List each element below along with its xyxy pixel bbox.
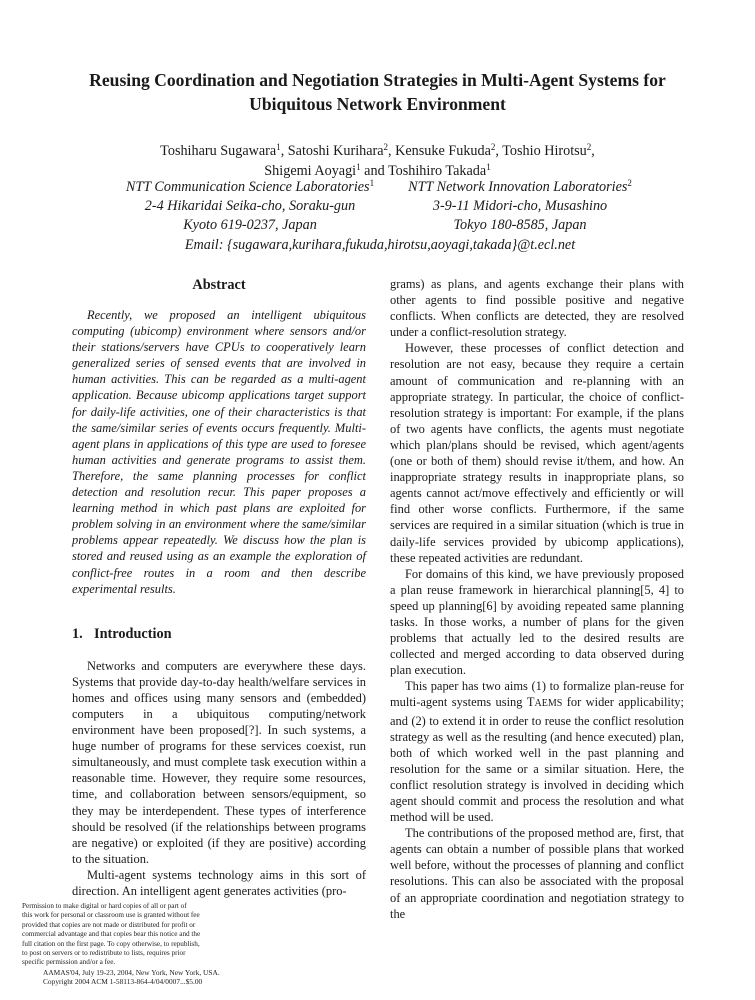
separator: and [360,162,388,179]
permission-line: commercial advantage and that copies bear this notice and the [22,930,201,939]
affiliation-address-2 [110,216,650,235]
aims-text: This paper has two aims (1) to formalize plan-reuse for multi-agent systems using [390,679,684,710]
affiliation-right-address1: 3-9-11 Midori-cho, Musashino [432,198,608,215]
section-heading-introduction [72,625,366,643]
affiliation-left-address2: Kyoto 619-0237, Japan [183,217,317,234]
permission-line: full citation on the first page. To copy otherwise, to republish, [22,939,200,948]
separator: , [495,143,503,159]
abstract-heading: Abstract [192,277,246,293]
intro-paragraph-2: Multi-agent systems technology aims in this sort of direction. An intelligent agent generates activities (pro- [72,867,366,898]
affiliation-left-address1: 2-4 Hikaridai Seika-cho, Soraku-gun [144,198,356,215]
affiliations [110,178,650,255]
permission-line: specific permission and/or a fee. [22,958,116,967]
body-paragraph-contributions: The contributions of the proposed method are, first, that agents can obtain a number of possible plans that worked well before, without the processes of planning and conflict resolutions. This can also be associated with the proposal of an appropriate coordination and negotiation strategy to the [390,826,684,921]
affiliation-mark: 2 [383,142,389,152]
section-title: Introduction [94,625,172,642]
permission-line: Permission to make digital or hard copies of all or part of [22,902,187,910]
right-column [390,276,684,922]
affiliation-address-1 [110,197,650,216]
taems-term: TAEMS [526,695,563,710]
title-line-1: Reusing Coordination and Negotiation Strategies in Multi-Agent Systems for [89,70,666,90]
affiliation-mark: 2 [627,178,632,188]
separator: , [280,143,288,159]
author: Satoshi Kurihara [287,143,384,159]
affiliation-mark: 1 [276,142,281,152]
permission-line: this work for personal or classroom use is granted without fee [22,911,200,920]
separator: , [388,143,396,159]
conference-line: AAMAS'04, July 19-23, 2004, New York, New York, USA. [43,967,220,977]
permission-line: to post on servers or to redistribute to lists, requires prior [22,949,186,958]
section-number: 1. [72,625,83,642]
author: Toshiharu Sugawara [160,143,277,159]
author: Shigemi Aoyagi [264,162,357,179]
aims-text-cont: for wider applicability; and (2) to extend it in order to reuse the conflict resolution strategy as well as the resulting (and hence executed) plan, both of which worked well in the past planning and resolution for the same or a similar situation. Here, the conflict resolution strategy is involved in deciding which agent should commit and process the resolution and what method will be used. [390,695,684,825]
continued-paragraph: grams) as plans, and agents exchange their plans with other agents to find possible positive and negative conflicts. When conflicts are detected, they are resolved under a conflict-resolution strategy. [390,277,684,340]
affiliation-mark: 1 [356,161,361,172]
left-column [72,276,366,899]
author: Kensuke Fukuda [395,143,491,159]
intro-paragraph-1: Networks and computers are everywhere these days. Systems that provide day-to-day health/welfare services in homes and offices using many sensors and (embedded) computers in a ubiquitous computing/network environment have been proposed[?]. In such systems, a huge number of programs for these services coexist, run simultaneously, and must complete task execution within a reasonable time. However, they require some resources, time, and collaboration between sensors/equipment, so they may be interdependent. These types of interference should be resolved (if the relationships between programs are negative) or exploited (if they are positive) according to the situation. [72,658,366,866]
permission-line: provided that copies are not made or distributed for profit or [22,920,196,929]
author-list [60,142,695,181]
author: Toshihiro Takada [387,162,487,179]
body-paragraph-aims [390,678,684,825]
affiliation-mark: 2 [490,142,496,152]
authors-line-1 [60,142,695,162]
affiliation-right-name: NTT Network Innovation Laboratories [408,179,628,195]
separator: , [591,143,595,159]
affiliation-right-address2: Tokyo 180-8585, Japan [453,217,587,234]
affiliation-mark: 1 [369,178,375,188]
author: Toshio Hirotsu [502,143,587,159]
paper-title [60,68,695,116]
affiliation-mark: 2 [586,142,592,152]
copyright-footnote [22,902,242,987]
affiliation-left-name: NTT Communication Science Laboratories [125,179,370,195]
affiliation-mark: 1 [486,161,491,172]
body-paragraph-plan-reuse: For domains of this kind, we have previously proposed a plan reuse framework in hierarchical planning[5, 4] to speed up planning[6] by avoiding repeated same planning tasks. In those works, a number of plans for the given problems that actually led to the desired results are collected and merged according to data observed during plan execution. [390,566,684,678]
title-line-2: Ubiquitous Network Environment [249,94,506,114]
abstract-text: Recently, we proposed an intelligent ubiquitous computing (ubicomp) environment where sensors and/or their stations/servers have CPUs to cooperatively learn generalized series of sensed events that are involved in human activities. This can be regarded as a multi-agent application. Because ubicomp applications target support for daily-life activities, one of their characteristics is that the same/similar series of events occurs frequently. Multi-agent plans in applications of this type are used to foresee human activities and generate programs to assist them. Therefore, the same planning processes for conflict detection and resolution recur. This paper proposes a learning method in which past plans are exploited for problem solving in an environment where the same/similar problems appear repeatedly. We discuss how the plan is stored and reused using as an example the exploration of conflict-free routes in a room and then describe experimental results. [72,308,366,596]
email-line: Email: {sugawara,kurihara,fukuda,hirotsu,aoyagi,takada}@t.ecl.net [184,236,576,253]
copyright-line: Copyright 2004 ACM 1-58113-864-4/04/0007...$5.00 [43,977,203,987]
affiliation-names [110,178,650,197]
body-paragraph-conflicts: However, these processes of conflict detection and resolution are not easy, because they require a certain amount of communication and re-planning with an appropriate strategy. In particular, the choice of conflict-resolution strategy is important: For example, if the plans of two agents have conflicts, the agents must negotiate which plan/plans should be revised, which agent/agents (one or both of them) should revise it/them, and how. An inappropriate strategy results in inappropriate plans, so agents cannot act/move effectively and efficiently or will find other worse conflicts. Furthermore, if the same services are required in a similar situation (which is true in daily-life services provided by ubicomp applications), these repeated activities are redundant. [390,341,684,565]
